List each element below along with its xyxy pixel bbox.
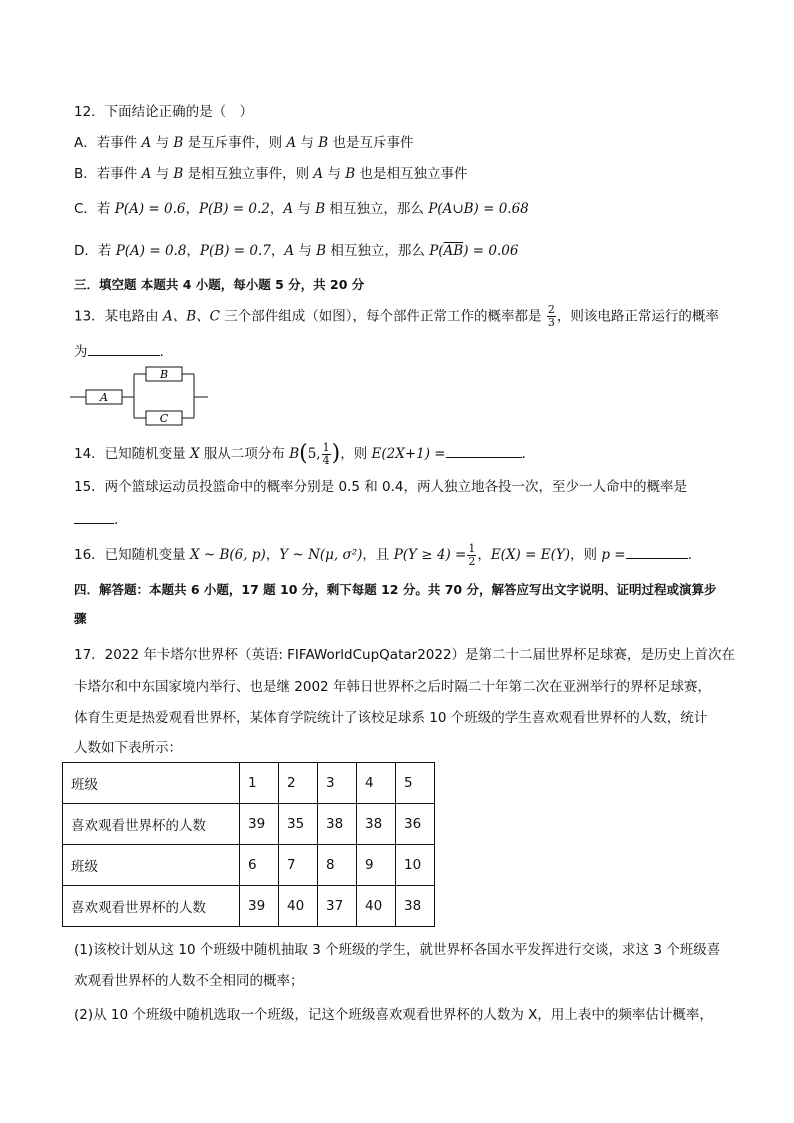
section3-heading: 三．填空题 本题共 4 小题，每小题 5 分，共 20 分	[74, 277, 365, 292]
q13-fraction: $\frac{2}{3}$	[547, 303, 555, 329]
q12-option-a[interactable]: A．若事件 A 与 B 是互斥事件，则 A 与 B 也是互斥事件	[74, 135, 414, 151]
q16-answer-blank[interactable]	[626, 544, 688, 559]
table-row: 班级 1 2 3 4 5	[63, 763, 435, 804]
section4-heading-line2: 骤	[74, 611, 87, 626]
q16-fraction: $\frac{1}{2}$	[468, 541, 476, 568]
q12-option-b[interactable]: B．若事件 A 与 B 是相互独立事件，则 A 与 B 也是相互独立事件	[74, 166, 468, 182]
q13-answer-blank[interactable]	[88, 341, 160, 356]
circuit-diagram	[70, 362, 210, 428]
q13-line1: 13．某电路由 A、B、C 三个部件组成（如图），每个部件正常工作的概率都是 $\frac{2}{3}$ ，则该电路正常运行的概率	[74, 303, 719, 329]
circuit-label-c: C	[159, 412, 169, 425]
table-row: 喜欢观看世界杯的人数 39 40 37 40 38	[63, 886, 435, 927]
q14-fraction: $\frac{1}{4}$	[322, 440, 330, 467]
circuit-label-a: A	[100, 391, 108, 404]
table-row: 班级 6 7 8 9 10	[63, 845, 435, 886]
q13-line2: 为 .	[74, 341, 164, 362]
q15-line1: 15．两个篮球运动员投篮命中的概率分别是 0.5 和 0.4，两人独立地各投一次，至少一人命中的概率是	[74, 479, 687, 495]
q17-part1-line2: 欢观看世界杯的人数不全相同的概率；	[74, 973, 304, 989]
q17-line4: 人数如下表所示：	[74, 740, 182, 756]
circuit-label-b: B	[159, 368, 169, 381]
q17-line2: 卡塔尔和中东国家境内举行、也是继 2002 年韩日世界杯之后时隔二十年第二次在亚洲举行的界杯足球赛，	[74, 679, 711, 695]
table-row: 喜欢观看世界杯的人数 39 35 38 38 36	[63, 804, 435, 845]
q16-line: 16．已知随机变量 X ~ B(6, p)，Y ~ N(μ, σ²)，且 P(Y ≥ 4) = $\frac{1}{2}$ ，E(X) = E(Y)，则 p = .	[74, 541, 692, 568]
q12-option-c[interactable]: C．若 P(A) = 0.6，P(B) = 0.2，A 与 B 相互独立，那么 P(A∪B) = 0.68	[74, 201, 529, 217]
q12-stem: 12．下面结论正确的是（ ）	[74, 104, 254, 120]
q17-part2-line1: (2)从 10 个班级中随机选取一个班级，记这个班级喜欢观看世界杯的人数为 X，用上表中的频率估计概率，	[74, 1007, 713, 1023]
q12-option-d[interactable]: D．若 P(A) = 0.8，P(B) = 0.7，A 与 B 相互独立，那么 $P(\overline{AB}) = 0.06$	[74, 243, 519, 259]
q17-line3: 体育生更是热爱观看世界杯，某体育学院统计了该校足球系 10 个班级的学生喜欢观看世界杯的人数，统计	[74, 710, 708, 726]
q17-part1-line1: (1)该校计划从这 10 个班级中随机抽取 3 个班级的学生，就世界杯各国水平发挥进行交谈，求这 3 个班级喜	[74, 942, 721, 958]
q15-line2: .	[74, 509, 118, 530]
q14-line: 14．已知随机变量 X 服从二项分布 B(5, $\frac{1}{4}$ )，则 E(2X+1) = .	[74, 440, 526, 467]
q15-answer-blank[interactable]	[74, 509, 114, 524]
q14-answer-blank[interactable]	[446, 443, 522, 458]
section4-heading-line1: 四．解答题：本题共 6 小题，17 题 10 分，剩下每题 12 分。共 70 分，解答应写出文字说明、证明过程或演算步	[74, 582, 717, 597]
q17-data-table	[62, 762, 435, 927]
q17-line1: 17．2022 年卡塔尔世界杯（英语: FIFAWorldCupQatar2022）是第二十二届世界杯足球赛，是历史上首次在	[74, 647, 736, 663]
